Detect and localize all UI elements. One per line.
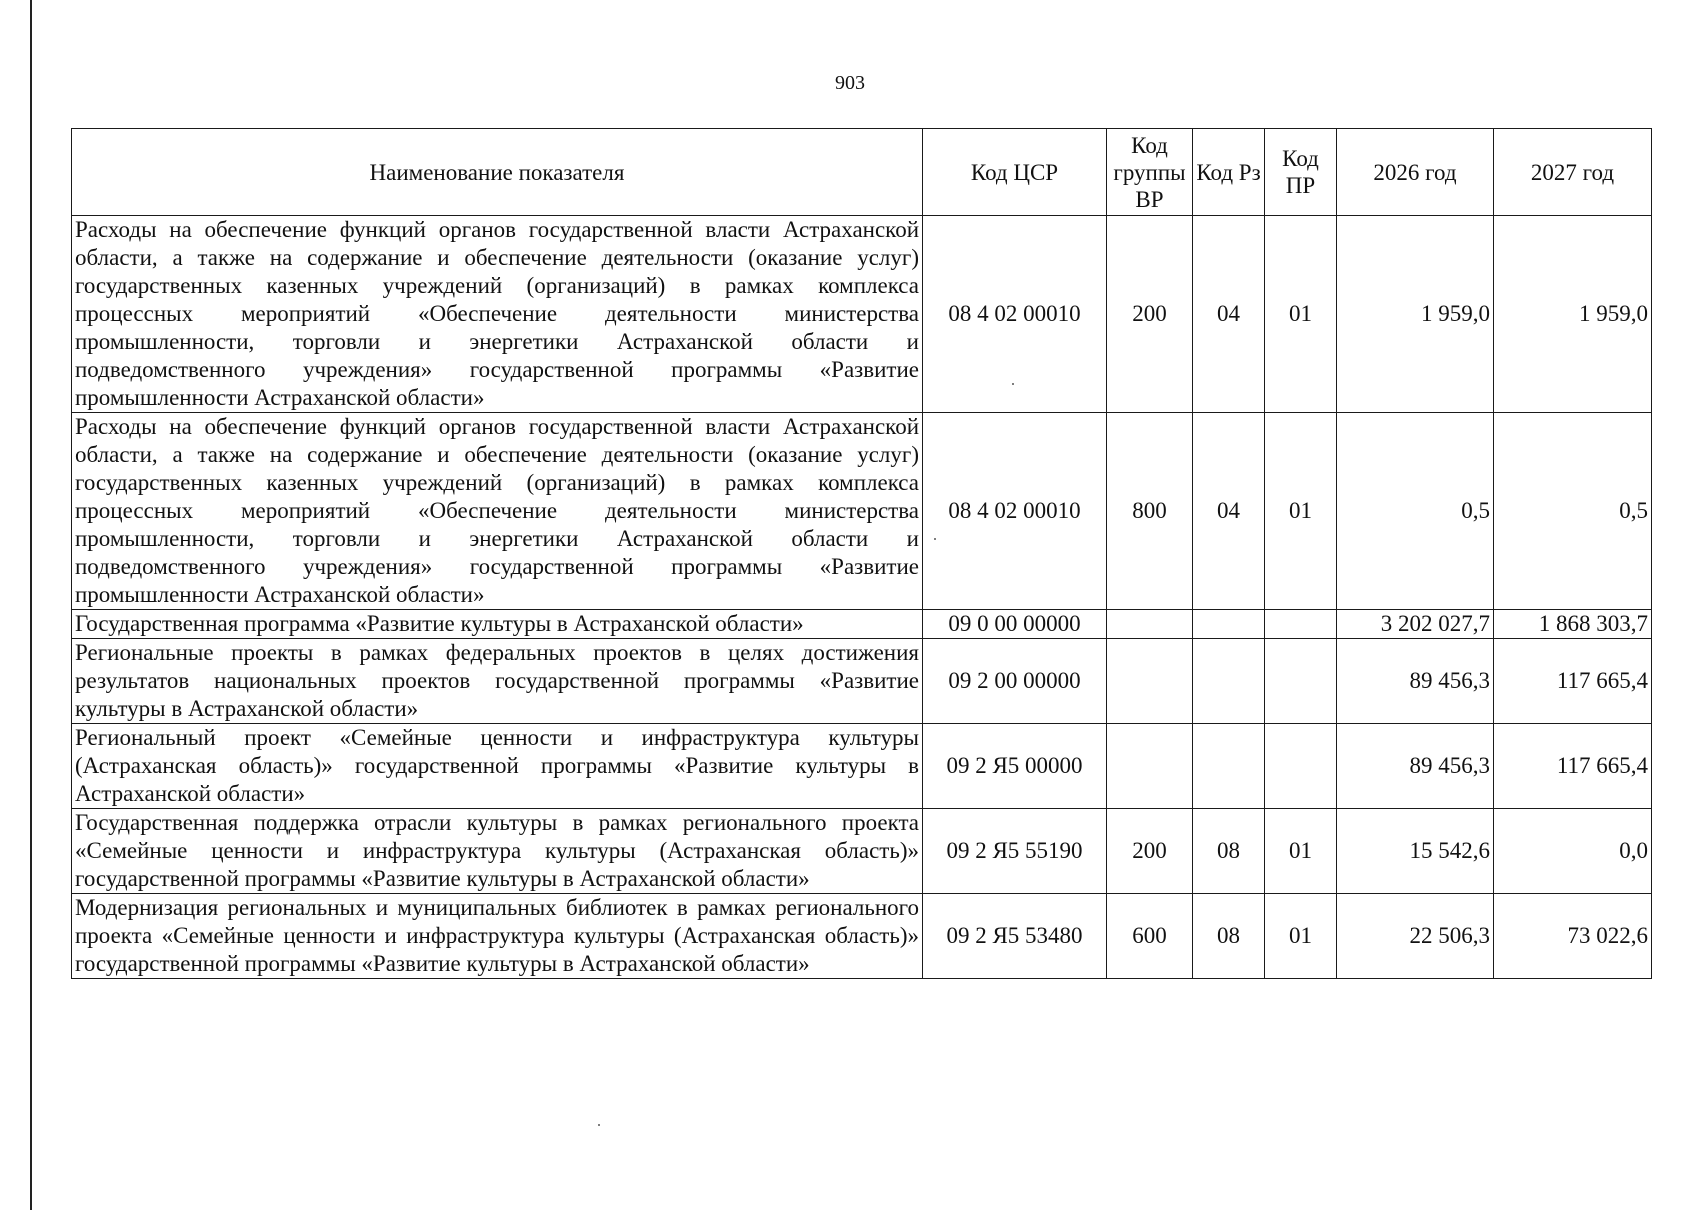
table-row	[72, 610, 1652, 639]
row-name-cell: Модернизация региональных и муниципальных библиотек в рамках регионального проекта «Семейные ценности и инфраструктура культуры (Астраханская область)» государственной программы «Развитие культуры в Астраханской области»	[72, 894, 923, 979]
header-csr-code: Код ЦСР	[923, 129, 1107, 216]
row-2027-cell: 73 022,6	[1494, 894, 1652, 979]
header-year-2027: 2027 год	[1494, 129, 1652, 216]
row-pr-cell: 01	[1265, 894, 1337, 979]
row-vr-cell: 800	[1107, 413, 1193, 610]
row-pr-cell	[1265, 639, 1337, 724]
header-pr-code: Код ПР	[1265, 129, 1337, 216]
scan-speck	[598, 1124, 600, 1126]
row-2027-cell: 0,5	[1494, 413, 1652, 610]
header-vr-code: Код группы ВР	[1107, 129, 1193, 216]
page-number: 903	[835, 72, 865, 94]
row-rz-cell: 08	[1193, 809, 1265, 894]
row-rz-cell: 08	[1193, 894, 1265, 979]
table-row	[72, 413, 1652, 610]
table-row	[72, 639, 1652, 724]
row-vr-cell: 200	[1107, 809, 1193, 894]
row-rz-cell	[1193, 639, 1265, 724]
row-csr-cell: 09 2 Я5 55190	[923, 809, 1107, 894]
row-name-cell: Расходы на обеспечение функций органов государственной власти Астраханской области, а также на содержание и обеспечение деятельности (оказание услуг) государственных казенных учреждений (организаций) в рамках комплекса процессных мероприятий «Обеспечение деятельности министерства промышленности, торговли и энергетики Астраханской области и подведомственного учреждения» государственной программы «Развитие промышленности Астраханской области»	[72, 413, 923, 610]
row-rz-cell: 04	[1193, 216, 1265, 413]
row-2027-cell: 0,0	[1494, 809, 1652, 894]
row-vr-cell	[1107, 639, 1193, 724]
row-name-cell: Региональные проекты в рамках федеральных проектов в целях достижения результатов национальных проектов государственной программы «Развитие культуры в Астраханской области»	[72, 639, 923, 724]
row-rz-cell	[1193, 724, 1265, 809]
row-pr-cell	[1265, 724, 1337, 809]
header-year-2026: 2026 год	[1337, 129, 1494, 216]
row-2026-cell: 3 202 027,7	[1337, 610, 1494, 639]
row-pr-cell: 01	[1265, 216, 1337, 413]
table-row	[72, 724, 1652, 809]
scan-speck	[934, 538, 936, 540]
row-2026-cell: 0,5	[1337, 413, 1494, 610]
page-binding-line	[30, 0, 32, 1210]
row-pr-cell: 01	[1265, 809, 1337, 894]
row-name-cell: Региональный проект «Семейные ценности и инфраструктура культуры (Астраханская область)» государственной программы «Развитие культуры в Астраханской области»	[72, 724, 923, 809]
row-csr-cell: 09 2 Я5 53480	[923, 894, 1107, 979]
row-2026-cell: 1 959,0	[1337, 216, 1494, 413]
row-csr-cell: 09 2 Я5 00000	[923, 724, 1107, 809]
row-csr-cell: 08 4 02 00010	[923, 216, 1107, 413]
header-name: Наименование показателя	[72, 129, 923, 216]
row-rz-cell	[1193, 610, 1265, 639]
table-header-row	[72, 129, 1652, 216]
row-2026-cell: 89 456,3	[1337, 724, 1494, 809]
row-pr-cell: 01	[1265, 413, 1337, 610]
row-2026-cell: 89 456,3	[1337, 639, 1494, 724]
row-2027-cell: 117 665,4	[1494, 639, 1652, 724]
row-name-cell: Государственная программа «Развитие культуры в Астраханской области»	[72, 610, 923, 639]
budget-table	[71, 128, 1652, 979]
row-csr-cell: 08 4 02 00010	[923, 413, 1107, 610]
row-2027-cell: 1 959,0	[1494, 216, 1652, 413]
row-name-cell: Государственная поддержка отрасли культуры в рамках регионального проекта «Семейные ценности и инфраструктура культуры (Астраханская область)» государственной программы «Развитие культуры в Астраханской области»	[72, 809, 923, 894]
row-rz-cell: 04	[1193, 413, 1265, 610]
row-2026-cell: 15 542,6	[1337, 809, 1494, 894]
row-vr-cell	[1107, 610, 1193, 639]
row-vr-cell	[1107, 724, 1193, 809]
row-2027-cell: 1 868 303,7	[1494, 610, 1652, 639]
row-vr-cell: 200	[1107, 216, 1193, 413]
row-csr-cell: 09 2 00 00000	[923, 639, 1107, 724]
row-name-cell: Расходы на обеспечение функций органов государственной власти Астраханской области, а также на содержание и обеспечение деятельности (оказание услуг) государственных казенных учреждений (организаций) в рамках комплекса процессных мероприятий «Обеспечение деятельности министерства промышленности, торговли и энергетики Астраханской области и подведомственного учреждения» государственной программы «Развитие промышленности Астраханской области»	[72, 216, 923, 413]
header-rz-code: Код Рз	[1193, 129, 1265, 216]
row-csr-cell: 09 0 00 00000	[923, 610, 1107, 639]
table-row	[72, 216, 1652, 413]
row-pr-cell	[1265, 610, 1337, 639]
row-vr-cell: 600	[1107, 894, 1193, 979]
table-row	[72, 809, 1652, 894]
scan-speck	[1012, 383, 1014, 385]
table-row	[72, 894, 1652, 979]
row-2027-cell: 117 665,4	[1494, 724, 1652, 809]
row-2026-cell: 22 506,3	[1337, 894, 1494, 979]
